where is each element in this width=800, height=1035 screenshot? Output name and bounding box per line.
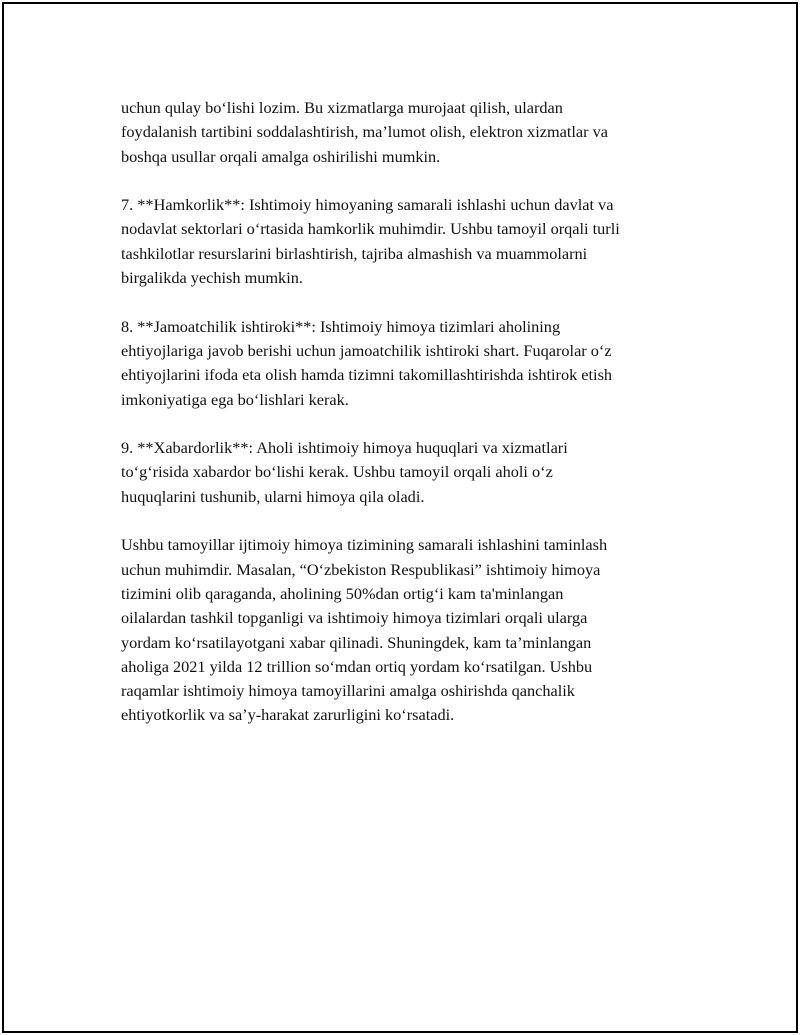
text-line: 9. **Xabardorlik**: Aholi ishtimoiy himoya huquqlari va xizmatlari — [121, 438, 568, 458]
text-line: tizimini olib qaraganda, aholining 50%dan ortig‘i kam ta'minlangan — [121, 583, 564, 603]
text-line: nodavlat sektorlari o‘rtasida hamkorlik muhimdir. Ushbu tamoyil orqali turli — [121, 219, 620, 239]
text-line: tashkilotlar resurslarini birlashtirish, tajriba almashish va muammolarni — [121, 243, 588, 263]
text-line: huquqlarini tushunib, ularni himoya qila oladi. — [121, 486, 425, 506]
text-line: Ushbu tamoyillar ijtimoiy himoya tizimining samarali ishlashini taminlash — [121, 535, 608, 555]
paragraph-intro-continuation — [121, 96, 696, 169]
paragraph-conclusion — [121, 533, 696, 727]
text-line: yordam ko‘rsatilayotgani xabar qilinadi. Shuningdek, kam ta’minlangan — [121, 632, 592, 652]
text-line: ehtiyojlarini ifoda eta olish hamda tizimni takomillashtirishda ishtirok etish — [121, 365, 613, 385]
document-body — [121, 96, 696, 752]
text-line: to‘g‘risida xabardor bo‘lishi kerak. Ushbu tamoyil orqali aholi o‘z — [121, 462, 553, 482]
text-line: imkoniyatiga ega bo‘lishlari kerak. — [121, 389, 349, 409]
text-line: 8. **Jamoatchilik ishtiroki**: Ishtimoiy himoya tizimlari aholining — [121, 316, 561, 336]
text-line: uchun muhimdir. Masalan, “O‘zbekiston Respublikasi” ishtimoiy himoya — [121, 559, 601, 579]
text-line: oilalardan tashkil topganligi va ishtimoiy himoya tizimlari orqali ularga — [121, 608, 588, 628]
text-line: uchun qulay bo‘lishi lozim. Bu xizmatlarga murojaat qilish, ulardan — [121, 98, 563, 117]
text-line: 7. **Hamkorlik**: Ishtimoiy himoyaning samarali ishlashi uchun davlat va — [121, 195, 614, 215]
text-line: aholiga 2021 yilda 12 trillion so‘mdan ortiq yordam ko‘rsatilgan. Ushbu — [121, 656, 593, 676]
text-line: boshqa usullar orqali amalga oshirilishi mumkin. — [121, 146, 441, 166]
text-line: foydalanish tartibini soddalashtirish, ma’lumot olish, elektron xizmatlar va — [121, 122, 608, 142]
paragraph-item-7 — [121, 193, 696, 290]
text-line: ehtiyojlariga javob berishi uchun jamoatchilik ishtiroki shart. Fuqarolar o‘z — [121, 340, 612, 360]
text-line: birgalikda yechish mumkin. — [121, 268, 303, 288]
text-line: raqamlar ishtimoiy himoya tamoyillarini amalga oshirishda qanchalik — [121, 681, 575, 701]
paragraph-item-8 — [121, 315, 696, 412]
text-line: ehtiyotkorlik va sa’y-harakat zarurligini ko‘rsatadi. — [121, 705, 455, 725]
page-frame — [2, 2, 798, 1033]
paragraph-item-9 — [121, 436, 696, 509]
